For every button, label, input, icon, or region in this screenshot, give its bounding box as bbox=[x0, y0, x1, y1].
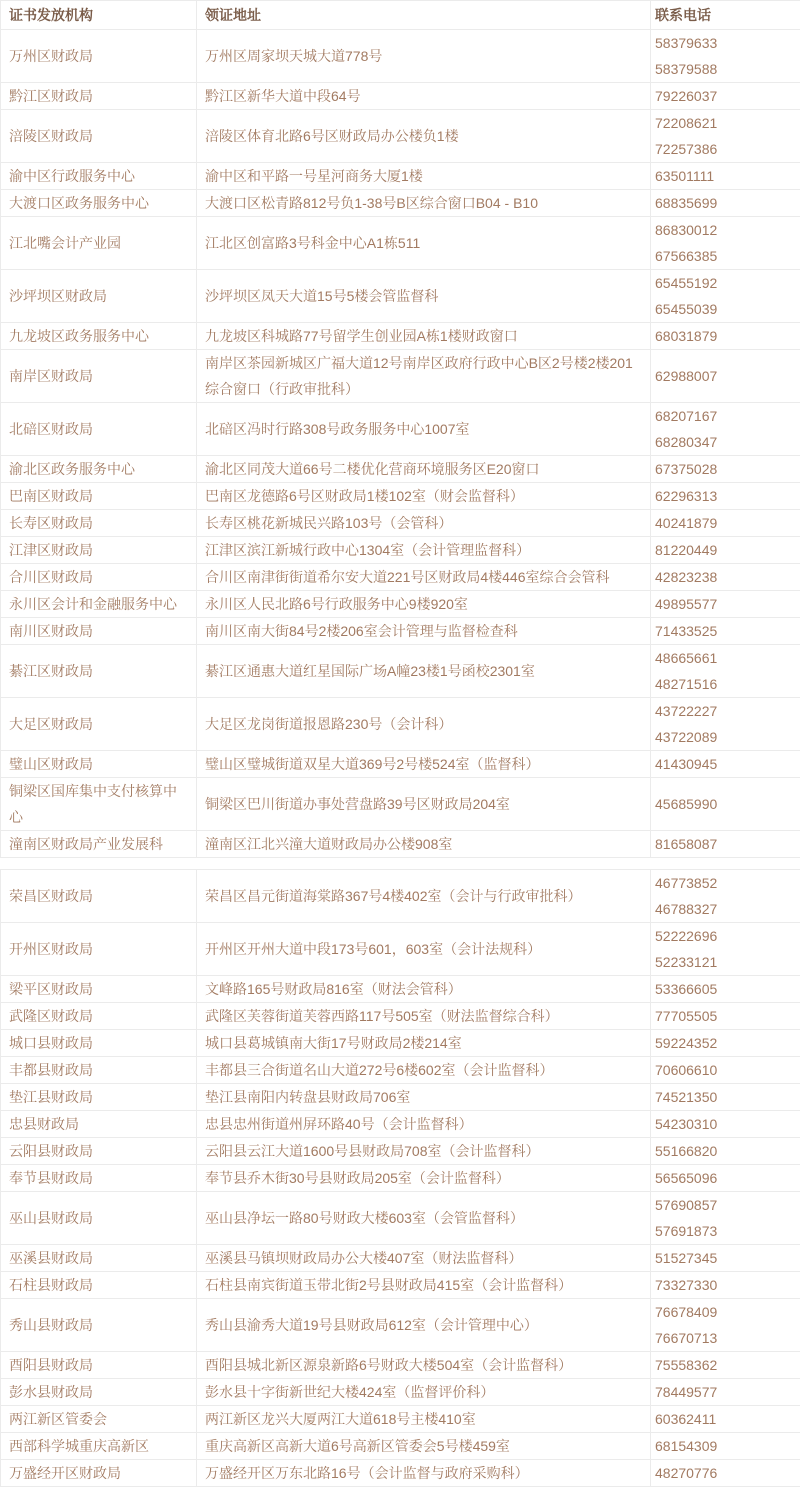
agency-cell: 西部科学城重庆高新区 bbox=[1, 1433, 197, 1460]
table-row bbox=[1, 110, 800, 163]
phone-cell bbox=[651, 350, 800, 403]
phone-cell bbox=[651, 618, 800, 645]
phone-number: 78449577 bbox=[655, 1379, 717, 1405]
address-cell: 彭水县十字街新世纪大楼424室（监督评价科） bbox=[197, 1379, 651, 1406]
address-cell: 江北区创富路3号科金中心A1栋511 bbox=[197, 217, 651, 270]
table-row bbox=[1, 1299, 800, 1352]
address-cell: 城口县葛城镇南大街17号财政局2楼214室 bbox=[197, 1030, 651, 1057]
phone-cell bbox=[651, 270, 800, 323]
phone-cell bbox=[651, 110, 800, 163]
phone-cell bbox=[651, 778, 800, 831]
table-row bbox=[1, 1057, 800, 1084]
table-row bbox=[1, 1406, 800, 1433]
phone-number: 79226037 bbox=[655, 83, 717, 109]
agency-cell: 合川区财政局 bbox=[1, 564, 197, 591]
phone-cell bbox=[651, 751, 800, 778]
agency-cell: 万盛经开区财政局 bbox=[1, 1460, 197, 1487]
phone-number: 53366605 bbox=[655, 976, 717, 1002]
phone-number: 63501111 bbox=[655, 163, 714, 189]
phone-cell bbox=[651, 1165, 800, 1192]
phone-number: 62296313 bbox=[655, 483, 717, 509]
phone-cell bbox=[651, 591, 800, 618]
agency-cell: 涪陵区财政局 bbox=[1, 110, 197, 163]
phone-cell bbox=[651, 1192, 800, 1245]
table-row bbox=[1, 1460, 800, 1487]
phone-cell bbox=[651, 1245, 800, 1272]
agency-cell: 江津区财政局 bbox=[1, 537, 197, 564]
agency-cell: 垫江县财政局 bbox=[1, 1084, 197, 1111]
agency-cell: 铜梁区国库集中支付核算中心 bbox=[1, 778, 197, 831]
table-row bbox=[1, 1272, 800, 1299]
table-row bbox=[1, 778, 800, 831]
address-cell: 云阳县云江大道1600号县财政局708室（会计监督科） bbox=[197, 1138, 651, 1165]
address-cell: 南岸区茶园新城区广福大道12号南岸区政府行政中心B区2号楼2楼201综合窗口（行政审批科） bbox=[197, 350, 651, 403]
table-row bbox=[1, 564, 800, 591]
phone-cell bbox=[651, 1352, 800, 1379]
phone-number: 43722227 bbox=[655, 698, 717, 724]
address-cell: 涪陵区体育北路6号区财政局办公楼负1楼 bbox=[197, 110, 651, 163]
phone-cell bbox=[651, 645, 800, 698]
table-row bbox=[1, 323, 800, 350]
phone-cell bbox=[651, 217, 800, 270]
phone-number: 74521350 bbox=[655, 1084, 717, 1110]
agency-cell: 綦江区财政局 bbox=[1, 645, 197, 698]
phone-number: 72257386 bbox=[655, 136, 717, 162]
phone-number: 48271516 bbox=[655, 671, 717, 697]
phone-cell bbox=[651, 537, 800, 564]
agency-cell: 石柱县财政局 bbox=[1, 1272, 197, 1299]
agency-cell: 城口县财政局 bbox=[1, 1030, 197, 1057]
phone-number: 65455192 bbox=[655, 270, 717, 296]
table-row bbox=[1, 403, 800, 456]
address-cell: 沙坪坝区凤天大道15号5楼会管监督科 bbox=[197, 270, 651, 323]
table-row bbox=[1, 618, 800, 645]
address-cell: 九龙坡区科城路77号留学生创业园A栋1楼财政窗口 bbox=[197, 323, 651, 350]
table-row bbox=[1, 1192, 800, 1245]
agency-cell: 江北嘴会计产业园 bbox=[1, 217, 197, 270]
address-cell: 巫山县净坛一路80号财政大楼603室（会管监督科） bbox=[197, 1192, 651, 1245]
phone-number: 43722089 bbox=[655, 724, 717, 750]
table-row bbox=[1, 1111, 800, 1138]
phone-number: 48665661 bbox=[655, 645, 717, 671]
header-address: 领证地址 bbox=[197, 1, 651, 30]
agency-cell: 忠县财政局 bbox=[1, 1111, 197, 1138]
header-phone: 联系电话 bbox=[651, 1, 800, 30]
phone-number: 68280347 bbox=[655, 429, 717, 455]
agency-cell: 巫溪县财政局 bbox=[1, 1245, 197, 1272]
table-body-1 bbox=[1, 30, 800, 858]
table-row bbox=[1, 163, 800, 190]
address-cell: 秀山县渝秀大道19号县财政局612室（会计管理中心） bbox=[197, 1299, 651, 1352]
table-header bbox=[1, 1, 800, 30]
agency-cell: 大足区财政局 bbox=[1, 698, 197, 751]
phone-cell bbox=[651, 1379, 800, 1406]
agency-cell: 秀山县财政局 bbox=[1, 1299, 197, 1352]
phone-number: 41430945 bbox=[655, 751, 717, 777]
phone-number: 51527345 bbox=[655, 1245, 717, 1271]
phone-cell bbox=[651, 1272, 800, 1299]
phone-number: 57690857 bbox=[655, 1192, 717, 1218]
phone-number: 70606610 bbox=[655, 1057, 717, 1083]
address-cell: 巫溪县马镇坝财政局办公大楼407室（财法监督科） bbox=[197, 1245, 651, 1272]
address-cell: 綦江区通惠大道红星国际广场A幢23楼1号函校2301室 bbox=[197, 645, 651, 698]
table-row bbox=[1, 751, 800, 778]
phone-number: 77705505 bbox=[655, 1003, 717, 1029]
phone-number: 52222696 bbox=[655, 923, 717, 949]
agency-cell: 潼南区财政局产业发展科 bbox=[1, 831, 197, 858]
agency-cell: 沙坪坝区财政局 bbox=[1, 270, 197, 323]
phone-cell bbox=[651, 698, 800, 751]
table-row bbox=[1, 870, 800, 923]
table-row bbox=[1, 591, 800, 618]
agency-cell: 开州区财政局 bbox=[1, 923, 197, 976]
address-cell: 石柱县南宾街道玉带北街2号县财政局415室（会计监督科） bbox=[197, 1272, 651, 1299]
table-row bbox=[1, 483, 800, 510]
phone-number: 55166820 bbox=[655, 1138, 717, 1164]
phone-number: 45685990 bbox=[655, 791, 717, 817]
address-cell: 永川区人民北路6号行政服务中心9楼920室 bbox=[197, 591, 651, 618]
table-row bbox=[1, 1165, 800, 1192]
address-cell: 大足区龙岗街道报恩路230号（会计科） bbox=[197, 698, 651, 751]
table-row bbox=[1, 1379, 800, 1406]
phone-cell bbox=[651, 1003, 800, 1030]
agency-table-2 bbox=[0, 869, 800, 1487]
agency-cell: 彭水县财政局 bbox=[1, 1379, 197, 1406]
phone-cell bbox=[651, 83, 800, 110]
phone-number: 57691873 bbox=[655, 1218, 717, 1244]
phone-number: 65455039 bbox=[655, 296, 717, 322]
address-cell: 合川区南津街街道希尔安大道221号区财政局4楼446室综合会管科 bbox=[197, 564, 651, 591]
address-cell: 丰都县三合街道名山大道272号6楼602室（会计监督科） bbox=[197, 1057, 651, 1084]
address-cell: 巴南区龙德路6号区财政局1楼102室（财会监督科） bbox=[197, 483, 651, 510]
agency-cell: 大渡口区政务服务中心 bbox=[1, 190, 197, 217]
phone-cell bbox=[651, 510, 800, 537]
agency-cell: 九龙坡区政务服务中心 bbox=[1, 323, 197, 350]
address-cell: 潼南区江北兴潼大道财政局办公楼908室 bbox=[197, 831, 651, 858]
agency-cell: 荣昌区财政局 bbox=[1, 870, 197, 923]
table-row bbox=[1, 30, 800, 83]
phone-number: 56565096 bbox=[655, 1165, 717, 1191]
phone-number: 68154309 bbox=[655, 1433, 717, 1459]
table-row bbox=[1, 1030, 800, 1057]
table-row bbox=[1, 1433, 800, 1460]
phone-cell bbox=[651, 1406, 800, 1433]
phone-number: 60362411 bbox=[655, 1406, 716, 1432]
table-row bbox=[1, 831, 800, 858]
phone-number: 71433525 bbox=[655, 618, 717, 644]
phone-cell bbox=[651, 1111, 800, 1138]
table-row bbox=[1, 976, 800, 1003]
agency-cell: 酉阳县财政局 bbox=[1, 1352, 197, 1379]
agency-cell: 武隆区财政局 bbox=[1, 1003, 197, 1030]
agency-cell: 南岸区财政局 bbox=[1, 350, 197, 403]
phone-number: 68207167 bbox=[655, 403, 717, 429]
phone-number: 81658087 bbox=[655, 831, 717, 857]
table-row bbox=[1, 645, 800, 698]
phone-cell bbox=[651, 831, 800, 858]
phone-number: 54230310 bbox=[655, 1111, 717, 1137]
address-cell: 开州区开州大道中段173号601，603室（会计法规科） bbox=[197, 923, 651, 976]
agency-cell: 奉节县财政局 bbox=[1, 1165, 197, 1192]
table-row bbox=[1, 270, 800, 323]
phone-number: 62988007 bbox=[655, 363, 717, 389]
phone-cell bbox=[651, 163, 800, 190]
phone-number: 68031879 bbox=[655, 323, 717, 349]
table-row bbox=[1, 456, 800, 483]
phone-number: 46788327 bbox=[655, 896, 717, 922]
address-cell: 武隆区芙蓉街道芙蓉西路117号505室（财法监督综合科） bbox=[197, 1003, 651, 1030]
phone-cell bbox=[651, 1433, 800, 1460]
address-cell: 奉节县乔木街30号县财政局205室（会计监督科） bbox=[197, 1165, 651, 1192]
address-cell: 北碚区冯时行路308号政务服务中心1007室 bbox=[197, 403, 651, 456]
table-row bbox=[1, 698, 800, 751]
phone-number: 68835699 bbox=[655, 190, 717, 216]
phone-number: 76678409 bbox=[655, 1299, 717, 1325]
table-row bbox=[1, 1245, 800, 1272]
phone-cell bbox=[651, 456, 800, 483]
address-cell: 垫江县南阳内转盘县财政局706室 bbox=[197, 1084, 651, 1111]
phone-number: 76670713 bbox=[655, 1325, 717, 1351]
phone-cell bbox=[651, 976, 800, 1003]
phone-number: 46773852 bbox=[655, 870, 717, 896]
agency-cell: 云阳县财政局 bbox=[1, 1138, 197, 1165]
address-cell: 江津区滨江新城行政中心1304室（会计管理监督科） bbox=[197, 537, 651, 564]
phone-number: 67566385 bbox=[655, 243, 717, 269]
agency-cell: 巫山县财政局 bbox=[1, 1192, 197, 1245]
phone-number: 49895577 bbox=[655, 591, 717, 617]
phone-cell bbox=[651, 1084, 800, 1111]
phone-number: 86830012 bbox=[655, 217, 717, 243]
table-row bbox=[1, 1003, 800, 1030]
agency-cell: 永川区会计和金融服务中心 bbox=[1, 591, 197, 618]
table-row bbox=[1, 1084, 800, 1111]
agency-cell: 渝北区政务服务中心 bbox=[1, 456, 197, 483]
phone-number: 52233121 bbox=[655, 949, 717, 975]
phone-cell bbox=[651, 1138, 800, 1165]
phone-cell bbox=[651, 403, 800, 456]
phone-number: 75558362 bbox=[655, 1352, 717, 1378]
table-row bbox=[1, 1352, 800, 1379]
agency-cell: 南川区财政局 bbox=[1, 618, 197, 645]
agency-cell: 璧山区财政局 bbox=[1, 751, 197, 778]
agency-cell: 万州区财政局 bbox=[1, 30, 197, 83]
phone-cell bbox=[651, 323, 800, 350]
agency-cell: 渝中区行政服务中心 bbox=[1, 163, 197, 190]
phone-cell bbox=[651, 870, 800, 923]
address-cell: 长寿区桃花新城民兴路103号（会管科） bbox=[197, 510, 651, 537]
address-cell: 万州区周家坝天城大道778号 bbox=[197, 30, 651, 83]
table-row bbox=[1, 510, 800, 537]
header-agency: 证书发放机构 bbox=[1, 1, 197, 30]
phone-cell bbox=[651, 1460, 800, 1487]
table-row bbox=[1, 1138, 800, 1165]
agency-cell: 两江新区管委会 bbox=[1, 1406, 197, 1433]
phone-cell bbox=[651, 30, 800, 83]
phone-number: 48270776 bbox=[655, 1460, 717, 1486]
phone-cell bbox=[651, 1057, 800, 1084]
agency-cell: 长寿区财政局 bbox=[1, 510, 197, 537]
phone-number: 67375028 bbox=[655, 456, 717, 482]
phone-number: 73327330 bbox=[655, 1272, 717, 1298]
table-row bbox=[1, 537, 800, 564]
table-body-2 bbox=[1, 870, 800, 1487]
phone-number: 72208621 bbox=[655, 110, 717, 136]
phone-cell bbox=[651, 564, 800, 591]
table-row bbox=[1, 350, 800, 403]
phone-cell bbox=[651, 483, 800, 510]
agency-cell: 丰都县财政局 bbox=[1, 1057, 197, 1084]
table-row bbox=[1, 190, 800, 217]
agency-cell: 北碚区财政局 bbox=[1, 403, 197, 456]
table-row bbox=[1, 217, 800, 270]
phone-number: 40241879 bbox=[655, 510, 717, 536]
phone-number: 81220449 bbox=[655, 537, 717, 563]
phone-cell bbox=[651, 1299, 800, 1352]
phone-number: 59224352 bbox=[655, 1030, 717, 1056]
agency-cell: 梁平区财政局 bbox=[1, 976, 197, 1003]
address-cell: 酉阳县城北新区源泉新路6号财政大楼504室（会计监督科） bbox=[197, 1352, 651, 1379]
phone-number: 58379588 bbox=[655, 56, 717, 82]
address-cell: 荣昌区昌元街道海棠路367号4楼402室（会计与行政审批科） bbox=[197, 870, 651, 923]
phone-number: 42823238 bbox=[655, 564, 717, 590]
agency-cell: 巴南区财政局 bbox=[1, 483, 197, 510]
address-cell: 渝中区和平路一号星河商务大厦1楼 bbox=[197, 163, 651, 190]
phone-cell bbox=[651, 923, 800, 976]
address-cell: 万盛经开区万东北路16号（会计监督与政府采购科） bbox=[197, 1460, 651, 1487]
address-cell: 忠县忠州街道州屏环路40号（会计监督科） bbox=[197, 1111, 651, 1138]
address-cell: 文峰路165号财政局816室（财法会管科） bbox=[197, 976, 651, 1003]
address-cell: 大渡口区松青路812号负1-38号B区综合窗口B04 - B10 bbox=[197, 190, 651, 217]
table-row bbox=[1, 83, 800, 110]
address-cell: 黔江区新华大道中段64号 bbox=[197, 83, 651, 110]
address-cell: 铜梁区巴川街道办事处营盘路39号区财政局204室 bbox=[197, 778, 651, 831]
phone-cell bbox=[651, 190, 800, 217]
address-cell: 重庆高新区高新大道6号高新区管委会5号楼459室 bbox=[197, 1433, 651, 1460]
phone-number: 58379633 bbox=[655, 30, 717, 56]
address-cell: 璧山区璧城街道双星大道369号2号楼524室（监督科） bbox=[197, 751, 651, 778]
table-row bbox=[1, 923, 800, 976]
address-cell: 两江新区龙兴大厦两江大道618号主楼410室 bbox=[197, 1406, 651, 1433]
address-cell: 南川区南大街84号2楼206室会计管理与监督检查科 bbox=[197, 618, 651, 645]
phone-cell bbox=[651, 1030, 800, 1057]
header-row bbox=[1, 1, 800, 30]
agency-cell: 黔江区财政局 bbox=[1, 83, 197, 110]
address-cell: 渝北区同茂大道66号二楼优化营商环境服务区E20窗口 bbox=[197, 456, 651, 483]
